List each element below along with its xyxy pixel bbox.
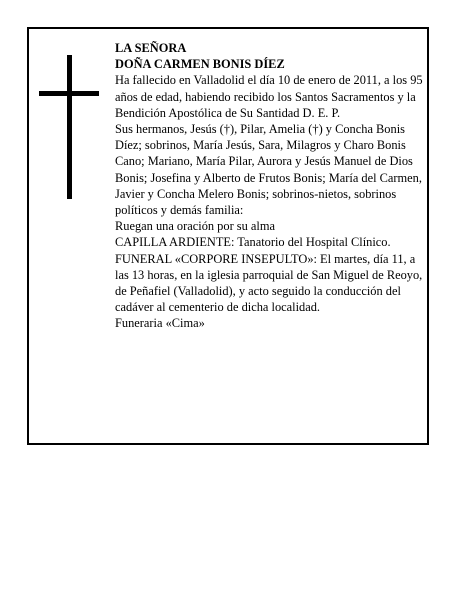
- funeral-home: Funeraria «Cima»: [115, 316, 205, 331]
- cross-horizontal-bar: [39, 91, 99, 96]
- prayer-request: Ruegan una oración por su alma: [115, 219, 275, 234]
- deceased-name: DOÑA CARMEN BONIS DÍEZ: [115, 57, 285, 72]
- cross-icon: [39, 55, 99, 199]
- death-paragraph: Ha fallecido en Valladolid el día 10 de enero de 2011, a los 95 años de edad, habiendo recibido los Santos Sacramentos y la Bendición Apostólica de Su Santidad D. E. P.: [115, 73, 423, 120]
- notice-title: LA SEÑORA: [115, 41, 187, 55]
- funeral-paragraph: FUNERAL «CORPORE INSEPULTO»: El martes, día 11, a las 13 horas, en la iglesia parroquial de San Miguel de Reoyo, de Peñafiel (Valladolid), y acto seguido la conducción del cadáver al cementerio de dicha localidad.: [115, 251, 423, 315]
- notice-text: [115, 40, 427, 332]
- obituary-notice: [27, 27, 429, 445]
- cross-vertical-bar: [67, 55, 72, 199]
- family-paragraph: Sus hermanos, Jesús (†), Pilar, Amelia (†) y Concha Bonis Díez; sobrinos, María Jesús, Sara, Milagros y Charo Bonis Cano; Mariano, María Pilar, Aurora y Jesús Manuel de Dios Bonis; Josefina y Alberto de Frutos Bonis; María del Carmen, Javier y Concha Melero Bonis; sobrinos-nietos, sobrinos políticos y demás familia:: [115, 122, 422, 218]
- chapel-paragraph: CAPILLA ARDIENTE: Tanatorio del Hospital Clínico.: [115, 235, 391, 250]
